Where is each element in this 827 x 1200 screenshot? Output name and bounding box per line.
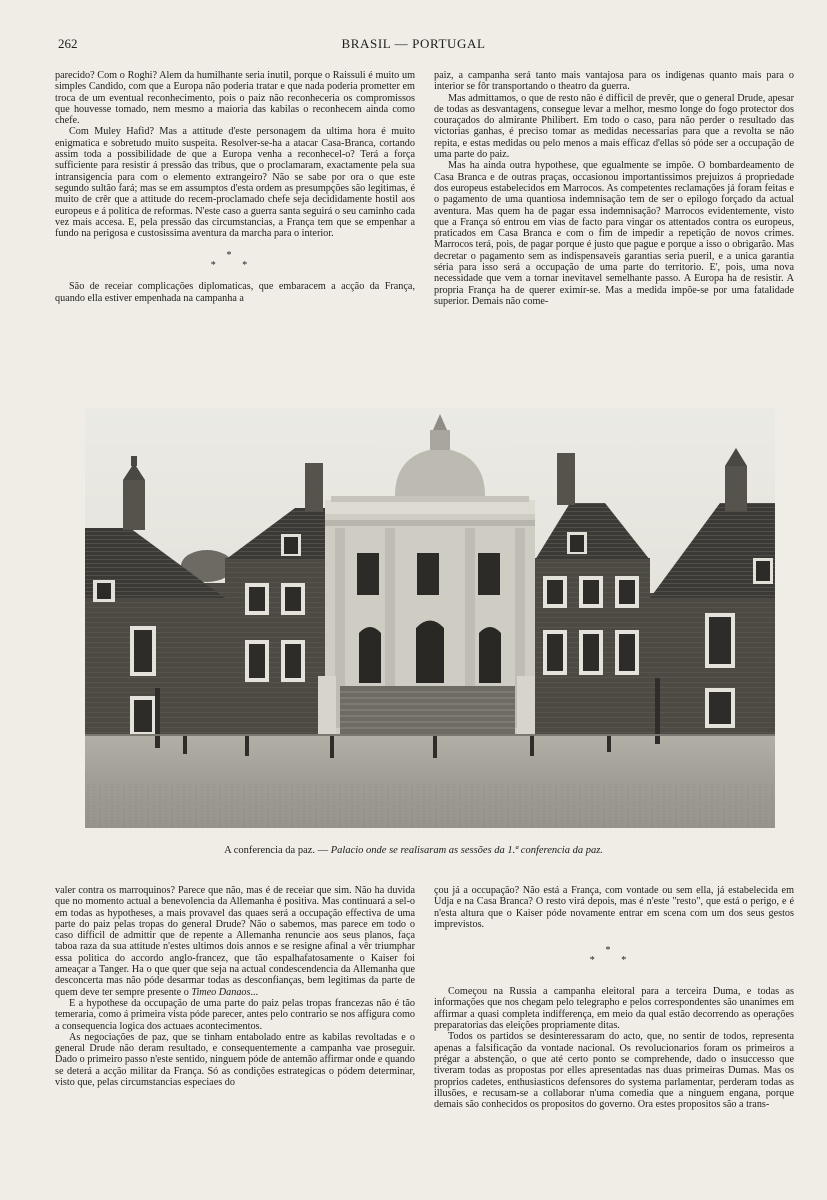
palace-illustration xyxy=(85,408,775,828)
italic-quote: Timeo Danaos xyxy=(191,986,251,998)
column-top-right xyxy=(434,70,794,307)
paragraph: As negociações de paz, que se tinham entabolado entre as kabilas revoltadas e o general Drude não deram resultado, e consequentemente a campanha vae proseguir. Dado o primeiro passo n'este sentido, ninguem póde de antemão affirmar onde e quando se deterá a acção militar da França. Só as condições estrategicas o pódem determinar, visto que, pelas circumstancias especiaes do xyxy=(55,1031,415,1089)
paragraph: parecido? Com o Roghi? Alem da humilhante seria inutil, porque o Raissuli é muito um simples Candido, com que a Europa não poderia tratar e que nada poderia prometter em troca de um eventual reconhecimento, pois o paiz não reconheceria os compromissos que houvesse tomado, nem mesmo a maioria das kabilas o reconhecem ainda como chefe. xyxy=(55,70,415,127)
page-number: 262 xyxy=(58,36,78,51)
paragraph xyxy=(55,885,415,998)
column-top-left xyxy=(55,70,415,304)
paragraph: çou já a occupação? Não está a França, com vontade ou sem ella, já estabelecida em Udja e na Casa Branca? O resto virá depois, mas é n'este "resto", que está o perigo, e é n'esta altura que o Kaiser póde novamente entrar em scena com um dos seus gestos imprevistos. xyxy=(434,885,794,930)
running-title: BRASIL — PORTUGAL xyxy=(341,36,486,51)
paragraph: paiz, a campanha será tanto mais vantajosa para os indigenas quanto mais para o interior se fôr transportando o theatro da guerra. xyxy=(434,70,794,93)
photo-caption xyxy=(0,845,827,856)
paragraph: Mas ha ainda outra hypothese, que egualmente se impõe. O bombardeamento de Casa Branca e de outras praças, occasionou importantissimos prejuizos á propriedade dos europeus estabelecidos em Marrocos. As competentes reclamações já foram feitas e o pagamento de uma quantiosa indemnisação tem de ser o epilogo forçado da actual aventura. Mas quem ha de pagar essa indemnisação? Marrocos evidentemente, visto que a França só entrou em vias de facto para vingar os attentados contra os europeus, praticados em Casa Branca e com o fim de impedir a repetição de novos crimes. Marrocos terá, pois, de pagar porque é justo que pague e porque a isso o obrigarão. Mas decretar o pagamento sem as indispensaveis garantias seria pueril, e a unica garantia séria para isso será a occupação de uma parte do territorio. E', pois, uma nova necessidade que vem a tornar inevitavel semelhante passo. A Europa ha de resistir. A propria França ha de querer eximir-se. Mas a medida impõe-se por uma fatalidade superior. Demais não come- xyxy=(434,160,794,307)
column-bottom-right xyxy=(434,885,794,1110)
paragraph: Com Muley Hafid? Mas a attitude d'este personagem da ultima hora é muito enigmatica e sobretudo muito suspeita. Resolver-se-ha a atacar Casa-Branca, cortando assim toda a possibilidade de que a Europa venha a reconhecel-o? Terá a força sufficiente para resistir á pressão das tribus, que o proclamaram, exactamente pela sua intransigencia para com o elemento extrangeiro? Não se sabe por ora o que este segundo sultão fará; mas se em assumptos d'esta ordem as presumpções são legitimas, é muito de crêr que a attitude do recem-proclamado chefe seja decididamente hostil aos europeus e á politica de reformas. N'este caso a guerra santa seguirá o seu caminho cada vez mais accesa. E, pela pressão das circumstancias, a França tem que se empenhar a fundo na perigosa e custosissima aventura da marcha para o interior. xyxy=(55,126,415,240)
paragraph: E a hypothese da occupação de uma parte do paiz pelas tropas francezas não é tão temeraria, como á primeira vista póde parecer, antes pelo contrario se nos affigura como a consequencia logica dos actuaes acontecimentos. xyxy=(55,997,415,1032)
page-header xyxy=(0,36,827,56)
paragraph: Mas admittamos, o que de resto não é difficil de prevêr, que o general Drude, apesar de todas as desvantagens, consegue levar a melhor, mesmo longe do fogo protector dos couraçados do almirante Philibert. Em todo o caso, para não perder o resultado das victorias ganhas, é preciso tomar as medidas necessarias para que a revolta se não repita, e estas medidas ou pelo menos a mais efficaz d'ellas só póde ser a occupação de uma parte do paiz. xyxy=(434,92,794,161)
paragraph: São de receiar complicações diplomaticas, que embaracem a acção da França, quando ella estiver empenhada na campanha a xyxy=(55,281,415,304)
paragraph: Todos os partidos se desinteressaram do acto, que, no sentir de todos, representa apenas a falsificação da vontade nacional. Os revolucionarios foram os primeiros a prégar a abstenção, o que até certo ponto se comprehende, dado o insuccesso que tiveram todas as propostas por elles apresentadas nas duas primeiras Dumas. Mas os proprios cadetes, enthusiasticos defensores do systema parlamentar, perderam todas as illusões, e recusam-se a collaborar n'uma comedia que a ninguem engana, porque demais são conhecidos os propositos do governo. Ora estes propositos são a trans- xyxy=(434,1031,794,1111)
paragraph: Começou na Russia a campanha eleitoral para a terceira Duma, e todas as informações que nos chegam pelo telegrapho e pelos correspondentes são unanimes em affirmar a quasi completa indifferença, em meio da qual estão decorrendo as operações preparatorias das eleições propriamente ditas. xyxy=(434,986,794,1032)
asterism-bottom: * * xyxy=(210,260,260,272)
ellipsis: ... xyxy=(250,986,259,998)
palace-photograph xyxy=(85,408,775,828)
caption-lead: A conferencia da paz. — xyxy=(224,845,329,856)
asterism-top: * xyxy=(605,945,623,957)
section-separator xyxy=(434,946,794,966)
caption-description: Palacio onde se realisaram as sessões da 1.ª conferencia da paz. xyxy=(330,845,603,856)
asterism-top: * xyxy=(226,250,244,262)
section-separator xyxy=(55,251,415,271)
paragraph-text: valer contra os marroquinos? Parece que não, mas é de receiar que sim. Não ha duvida que no momento actual a benevolencia da Allemanha é positiva. Mas continuará a sel-o em todas as hypotheses, a mais provavel das quaes será a occupação effectiva de uma parte do paiz pelas tropas do general Drude? Não o sabemos, mas parece em todo o caso difficil de admittir que de repente a Allemanha renuncie aos seus planos, faça taboa raza da sua attitude n'estes ultimos dois annos e se resigne afinal a vêr triumphar essa politica do accordo anglo-francez, que tão espalhafatosamente o Kaiser foi ameaçar a Tanger. Ha o que quer que seja na actual condescendencia da Allemanha que desconcerta mas não póde desarmar todas as desconfianças, bem legitimas da parte de quem deve ter sempre presente o xyxy=(55,885,415,998)
asterism-bottom: * * xyxy=(589,955,639,967)
column-bottom-left xyxy=(55,885,415,1088)
